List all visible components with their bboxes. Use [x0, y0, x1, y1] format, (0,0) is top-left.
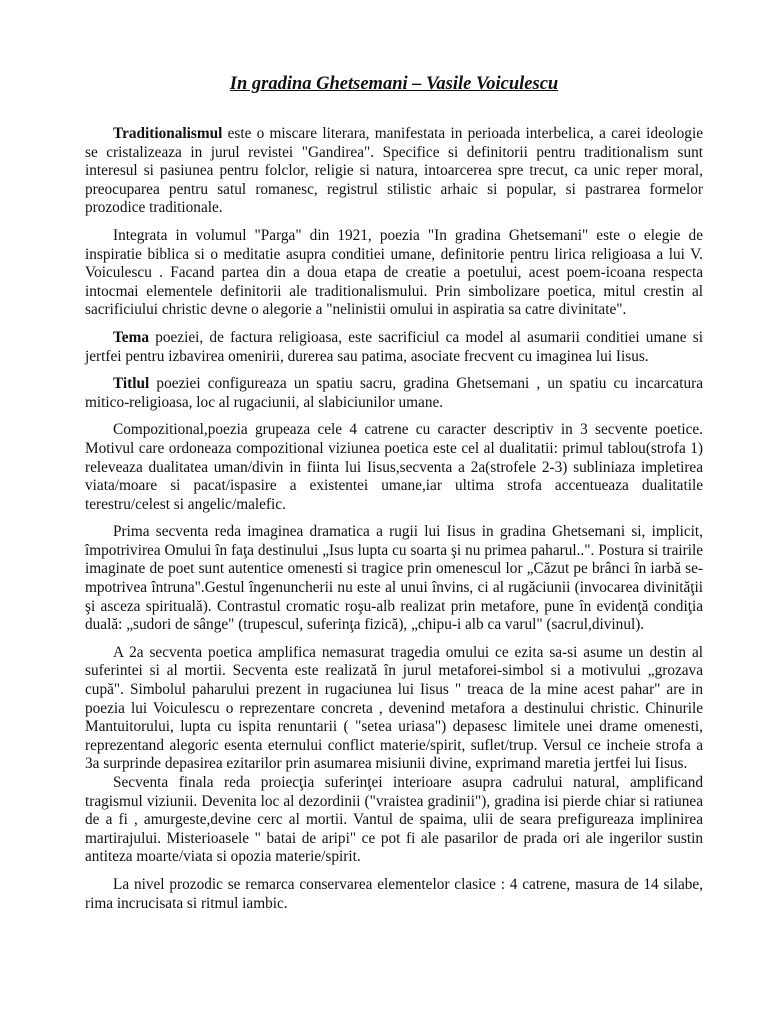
paragraph-context — [85, 227, 703, 320]
paragraph-text: Secventa finala reda proiecţia suferinţei interioare asupra cadrului natural, amplificand tragismul viziunii. Devenita loc al dezordinii ("vraistea gradinii"), gradina isi pierde chiar si ratiunea de a fi , amurgeste,devine cerc al mortii. Vantul de spaima, ulii de seara prefigureaza implinirea martirajului. Misterioasele " batai de aripi" ce pot fi ale pasarilor de prada ori ale ingerilor sustin antiteza moarte/viata si opozia materie/spirit. — [85, 774, 703, 866]
paragraph-traditionalism — [85, 125, 703, 218]
paragraph-theme — [85, 329, 703, 366]
paragraph-text: poeziei, de factura religioasa, este sacrificiul ca model al asumarii conditiei umane si jertfei pentru izbavirea omenirii, durerea sau patima, asociate frecvent cu imaginea lui Iisus. — [85, 328, 703, 365]
paragraph-prosody — [85, 876, 703, 913]
document-page — [85, 72, 703, 922]
paragraph-lead-term: Titlul — [113, 375, 150, 393]
paragraph-text: Compozitional,poezia grupeaza cele 4 catrene cu caracter descriptiv in 3 secvente poetice. Motivul care ordoneaza compozitional viziunea poetica este cel al dualitatii: primul tablou(strofa 1) releveaza dualitatea uman/divin in fiinta lui Iisus,secventa a 2a(strofele 2-3) subliniaza impletirea viata/moare si pacat/ispasire a existentei umane,iar ultima strofa accentueaza dualitatile terestru/celest si angelic/malefic. — [85, 421, 703, 513]
document-title: In gradina Ghetsemani – Vasile Voiculescu — [229, 74, 559, 94]
paragraph-lead-term: Tema — [113, 328, 149, 346]
paragraph-lead-term: Traditionalismul — [113, 125, 223, 142]
paragraph-first-sequence — [85, 523, 703, 635]
paragraph-text: La nivel prozodic se remarca conservarea elementelor clasice : 4 catrene, masura de 14 silabe, rima incrucisata si ritmul iambic. — [85, 875, 703, 912]
paragraph-text: Prima secventa reda imaginea dramatica a rugii lui Iisus in gradina Ghetsemani si, implicit, împotrivirea Omului în faţa destinului „Isus lupta cu soarta şi nu primea paharul..". Postura si trairile imaginate de poet sunt autentice omenesti si tragice prin omenescul lor „Căzut pe brânci în iarbă se-mpotrivea întruna".Gestul îngenuncherii nu este al unui învins, ci al rugăciunii (invocarea divinităţii şi asceza spirituală). Contrastul cromatic roşu-alb realizat prin metafore, pune în evidenţă condiţia duală: „sudori de sânge" (trupescul, suferinţa fizică), „chipu-i alb ca varul" (sacrul,divinul). — [85, 523, 703, 634]
paragraph-second-sequence — [85, 644, 703, 774]
paragraph-final-sequence — [85, 774, 703, 867]
paragraph-composition — [85, 421, 703, 514]
paragraph-text: A 2a secventa poetica amplifica nemasurat tragedia omului ce ezita sa-si asume un destin al suferintei si al mortii. Secventa este realizată în jurul metaforei-simbol si a motivului „grozava cupă". Simbolul paharului prezent in rugaciunea lui Iisus " treaca de la mine acest pahar" are in poezia lui Voiculescu o reprezentare concreta , devenind metafora a destinului christic. Chinurile Mantuitorului, lupta cu ispita renuntarii ( "setea uriasa") depasesc limitele unei drame omenesti, reprezentand alegoric esenta eternului conflict materie/spirit, suflet/trup. Versul ce incheie strofa a 3a surprinde depasirea ezitarilor prin asumarea misiunii divine, exprimand maretia jertfei lui Iisus. — [85, 643, 703, 773]
paragraph-text: poeziei configureaza un spatiu sacru, gradina Ghetsemani , un spatiu cu incarcatura mitico-religioasa, loc al rugaciunii, al slabiciunilor umane. — [85, 375, 703, 411]
paragraph-text: este o miscare literara, manifestata in perioada interbelica, a carei ideologie se cristalizeaza in jurul revistei "Gandirea". Specifice si definitorii pentru traditionalism sunt interesul si pasiunea pentru folclor, religie si natura, intoarcerea spre trecut, ca unic reper moral, preocuparea pentru satul romanesc, registrul stilistic arhaic si popular, si pastrarea formelor prozodice traditionale. — [85, 125, 703, 217]
paragraph-text: Integrata in volumul "Parga" din 1921, poezia "In gradina Ghetsemani" este o elegie de inspiratie biblica si o meditatie asupra conditiei umane, definitorie pentru lirica religioasa a lui V. Voiculescu . Facand partea din a doua etapa de creatie a poetului, acest poem-icoana respecta intocmai elementele definitorii ale traditionalismului. Prin simbolizare poetica, mitul crestin al sacrificiului christic devne o alegorie a "nelinistii omului in aspiratia sa catre divinitate". — [85, 226, 703, 319]
paragraph-title-analysis — [85, 375, 703, 412]
